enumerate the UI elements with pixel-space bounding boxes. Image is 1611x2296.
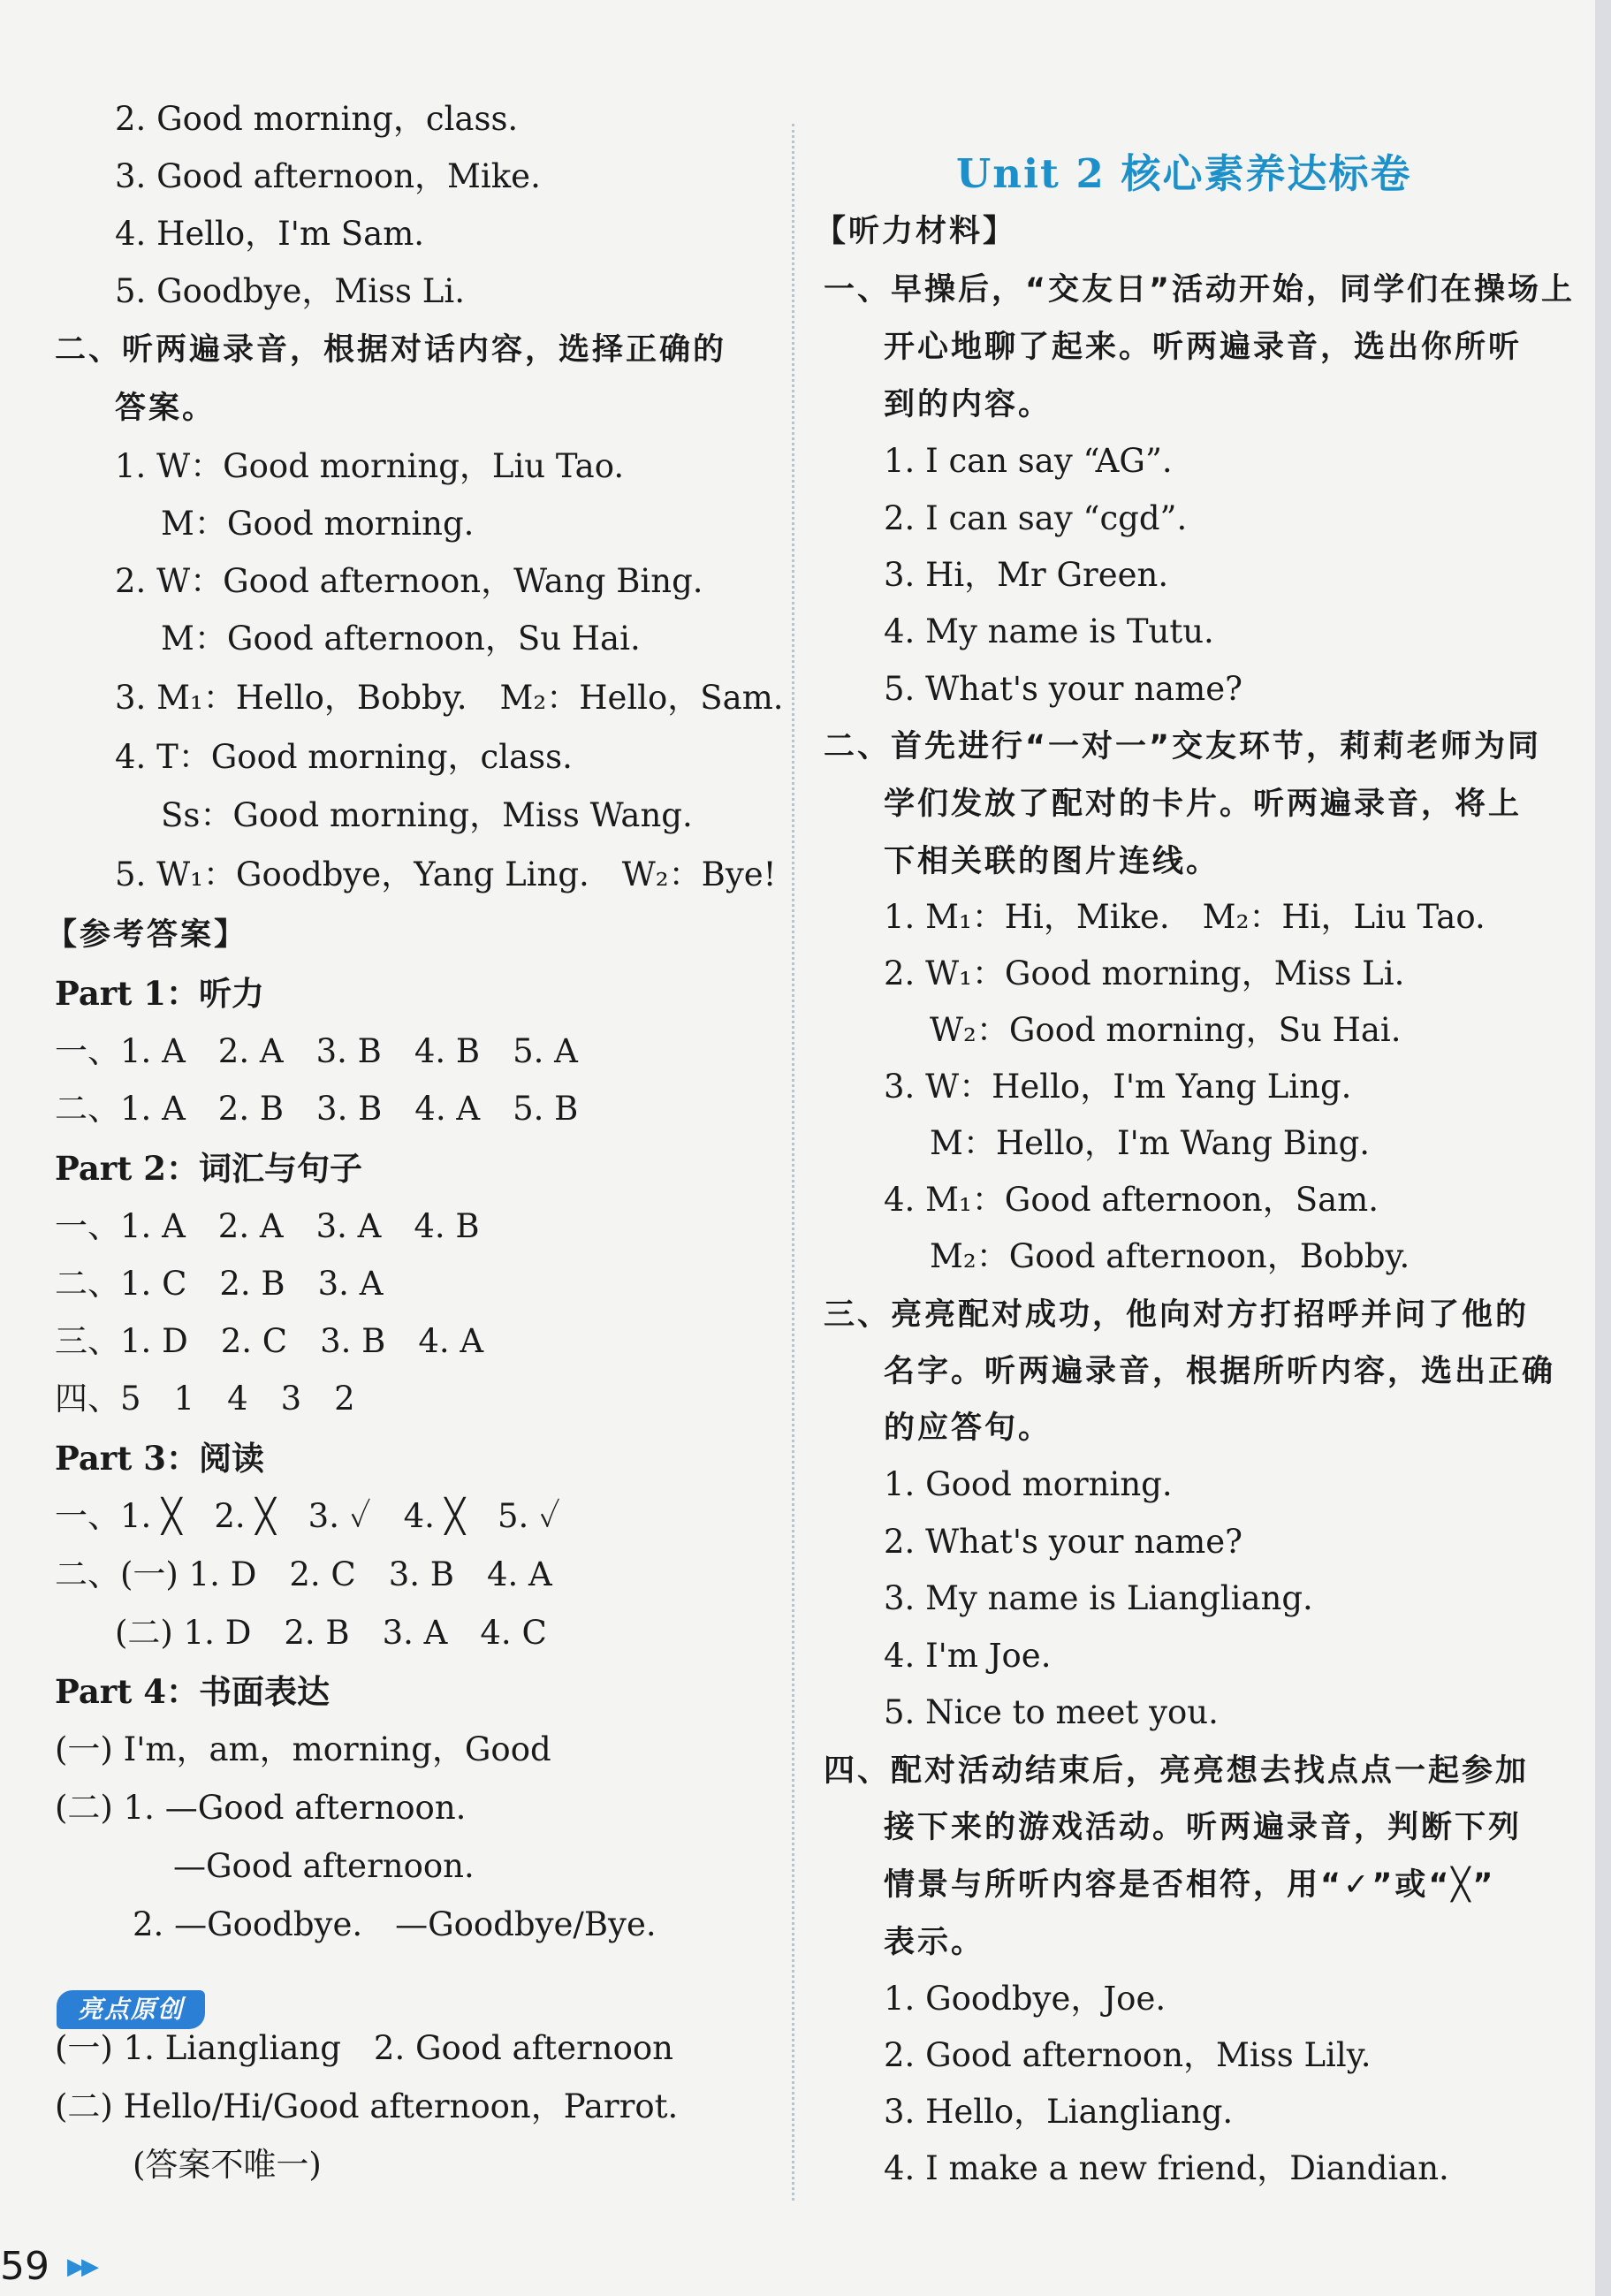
next-arrows-icon: ▶▶: [67, 2254, 95, 2280]
page-edge: [1595, 0, 1611, 2296]
left-column-line: Part 3：阅读: [55, 1439, 265, 1478]
right-column-line: 2. What's your name?: [884, 1523, 1242, 1561]
right-column-line: 情景与所听内容是否相符，用“✓”或“╳”: [884, 1867, 1496, 1903]
right-column-line: M：Hello，I'm Wang Bing.: [930, 1124, 1371, 1162]
left-column-line: 答案。: [115, 391, 217, 426]
page-number: 59: [0, 2244, 49, 2289]
right-column-line: 学们发放了配对的卡片。听两遍录音，将上: [884, 787, 1523, 822]
left-column-line: 3. M₁：Hello，Bobby. M₂：Hello，Sam.: [115, 679, 784, 717]
left-column-line: 2. Good morning，class.: [115, 100, 519, 138]
right-column-line: 1. Goodbye，Joe.: [884, 1980, 1166, 2018]
right-column-line: 下相关联的图片连线。: [884, 844, 1220, 879]
highlight-tag: 亮点原创: [57, 1990, 205, 2029]
left-column-line: 【参考答案】: [46, 917, 248, 953]
left-column-line: 4. Hello，I'm Sam.: [115, 215, 425, 253]
right-column-line: 一、早操后，“交友日”活动开始，同学们在操场上: [824, 272, 1576, 308]
left-column-line: 2. —Goodbye. —Goodbye/Bye.: [133, 1905, 657, 1943]
right-column-line: 1. Good morning.: [884, 1465, 1173, 1503]
right-column-line: 1. M₁：Hi，Mike. M₂：Hi，Liu Tao.: [884, 898, 1486, 936]
left-column-line: 一、1. A 2. A 3. B 4. B 5. A: [55, 1032, 578, 1070]
left-column-line: (二) 1. —Good afternoon.: [55, 1789, 467, 1827]
left-column-line: 四、5 1 4 3 2: [55, 1380, 355, 1418]
left-column-line: M：Good afternoon，Su Hai.: [161, 620, 641, 658]
left-column-line: 2. W：Good afternoon，Wang Bing.: [115, 562, 703, 600]
left-column-line: 二、听两遍录音，根据对话内容，选择正确的: [55, 332, 727, 368]
right-column-line: 3. My name is Liangliang.: [884, 1579, 1313, 1617]
right-column-line: 名字。听两遍录音，根据所听内容，选出正确: [884, 1354, 1556, 1389]
left-column-line: (一) 1. Liangliang 2. Good afternoon: [55, 2029, 673, 2067]
left-column-line: 一、1. A 2. A 3. A 4. B: [55, 1207, 480, 1245]
right-column-line: 3. W：Hello，I'm Yang Ling.: [884, 1068, 1352, 1106]
left-column-line: (二) Hello/Hi/Good afternoon，Parrot.: [55, 2087, 679, 2125]
right-column-line: 4. M₁：Good afternoon，Sam.: [884, 1181, 1379, 1219]
right-column-line: 【听力材料】: [815, 214, 1017, 249]
left-column-line: (二) 1. D 2. B 3. A 4. C: [115, 1614, 547, 1652]
right-column-line: 2. I can say “cgd”.: [884, 499, 1188, 537]
left-column-line: 二、1. C 2. B 3. A: [55, 1265, 384, 1303]
right-column-line: 到的内容。: [884, 387, 1052, 422]
right-column-line: 表示。: [884, 1925, 985, 1960]
right-column-line: 开心地聊了起来。听两遍录音，选出你所听: [884, 330, 1523, 365]
left-column-line: (答案不唯一): [133, 2146, 322, 2184]
left-column-line: Part 1：听力: [55, 974, 265, 1013]
right-column-line: 2. W₁：Good morning，Miss Li.: [884, 954, 1405, 992]
right-column-line: 二、首先进行“一对一”交友环节，莉莉老师为同: [824, 729, 1542, 764]
right-column-line: W₂：Good morning，Su Hai.: [930, 1011, 1402, 1049]
right-column-line: 4. I'm Joe.: [884, 1637, 1052, 1675]
left-column-line: 5. W₁：Goodbye，Yang Ling. W₂：Bye!: [115, 855, 777, 893]
left-column-line: Part 2：词汇与句子: [55, 1149, 363, 1188]
left-column-line: 4. T：Good morning，class.: [115, 738, 573, 776]
right-column-line: 四、配对活动结束后，亮亮想去找点点一起参加: [824, 1753, 1530, 1789]
left-column-line: 三、1. D 2. C 3. B 4. A: [55, 1322, 484, 1360]
left-column-line: 3. Good afternoon，Mike.: [115, 157, 541, 195]
left-column-line: M：Good morning.: [161, 505, 475, 543]
right-column-line: 4. I make a new friend，Diandian.: [884, 2149, 1449, 2187]
left-column-line: Ss：Good morning，Miss Wang.: [161, 796, 693, 834]
left-column-line: 一、1. ╳ 2. ╳ 3. ✓ 4. ╳ 5. ✓: [55, 1497, 560, 1535]
right-column-line: 5. Nice to meet you.: [884, 1693, 1219, 1731]
right-column-line: M₂：Good afternoon，Bobby.: [930, 1237, 1410, 1275]
left-column-line: 5. Goodbye，Miss Li.: [115, 272, 465, 310]
left-column-line: Part 4：书面表达: [55, 1672, 331, 1711]
left-column-line: 1. W：Good morning，Liu Tao.: [115, 447, 625, 485]
right-column-line: 3. Hello，Liangliang.: [884, 2093, 1234, 2131]
right-column-line: 接下来的游戏活动。听两遍录音，判断下列: [884, 1810, 1523, 1845]
left-column-line: 二、(一) 1. D 2. C 3. B 4. A: [55, 1555, 552, 1593]
right-column-line: 3. Hi，Mr Green.: [884, 556, 1169, 594]
right-column-line: 2. Good afternoon，Miss Lily.: [884, 2036, 1372, 2074]
unit-title: Unit 2 核心素养达标卷: [956, 150, 1412, 197]
right-column-line: 4. My name is Tutu.: [884, 612, 1214, 650]
right-column-line: 5. What's your name?: [884, 670, 1242, 708]
left-column-line: (一) I'm，am，morning，Good: [55, 1730, 551, 1768]
right-column-line: 的应答句。: [884, 1410, 1052, 1446]
right-column-line: 三、亮亮配对成功，他向对方打招呼并问了他的: [824, 1297, 1530, 1333]
right-column-line: 1. I can say “AG”.: [884, 442, 1173, 480]
left-column-line: —Good afternoon.: [173, 1847, 475, 1885]
column-divider: [792, 124, 794, 2201]
left-column-line: 二、1. A 2. B 3. B 4. A 5. B: [55, 1090, 579, 1128]
